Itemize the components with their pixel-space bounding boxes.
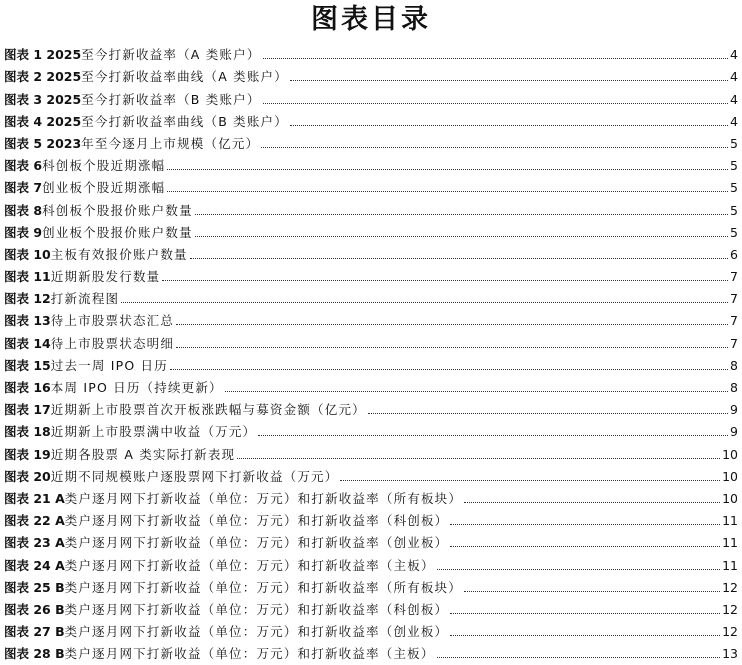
toc-dot-leader	[450, 612, 720, 614]
toc-dot-leader	[290, 124, 728, 126]
page-title: 图表目录	[311, 4, 431, 35]
toc-page-number: 4	[730, 69, 738, 85]
toc-entry-label: 图表 21 A	[4, 490, 65, 506]
toc-page-number: 12	[722, 579, 738, 595]
toc-entry-label: 图表 2 2025	[4, 69, 82, 85]
toc-entry-label: 图表 18	[4, 424, 51, 440]
toc-page-number: 5	[730, 224, 738, 240]
toc-entry-label: 图表 19	[4, 446, 51, 462]
toc-dot-leader	[195, 235, 728, 237]
toc-page-number: 10	[722, 490, 738, 506]
toc-dot-leader	[437, 568, 720, 570]
toc-entry-label: 图表 26 B	[4, 601, 65, 617]
toc-dot-leader	[450, 634, 720, 636]
toc-dot-leader	[258, 434, 728, 436]
toc-dot-leader	[464, 501, 720, 503]
toc-entry-title: 科创板个股近期涨幅	[42, 158, 166, 174]
toc-entry[interactable]	[4, 329, 738, 351]
toc-entry-label: 图表 4 2025	[4, 113, 82, 129]
toc-page-number: 8	[730, 380, 738, 395]
toc-page-number: 4	[730, 91, 738, 107]
toc-entry-title: 近期新上市股票首次开板涨跌幅与募资金额（亿元）	[50, 402, 366, 418]
toc-entry-title: 类户逐月网下打新收益（单位：万元）和打新收益率（科创板）	[64, 601, 449, 617]
toc-dot-leader	[170, 368, 728, 370]
toc-entry[interactable]	[4, 529, 738, 551]
toc-entry-label: 图表 13	[4, 313, 51, 329]
toc-dot-leader	[190, 257, 728, 259]
toc-page-number: 6	[730, 246, 738, 262]
toc-page-number: 11	[722, 557, 738, 573]
toc-entry-title: 主板有效报价账户数量	[50, 246, 188, 262]
toc-entry-label: 图表 6	[4, 158, 43, 174]
toc-page-number: 5	[730, 180, 738, 196]
toc-entry-title: 本周 IPO 日历（持续更新）	[50, 380, 223, 395]
toc-page-number: 7	[730, 291, 738, 307]
toc-dot-leader	[340, 479, 720, 481]
toc-entry-label: 图表 9	[4, 224, 43, 240]
toc-page-number: 11	[722, 535, 738, 551]
toc-entry-title: 近期各股票 A 类实际打新表现	[50, 446, 236, 462]
toc-entry-label: 图表 20	[4, 468, 51, 484]
toc-entry[interactable]	[4, 108, 738, 130]
toc-entry-title: 打新流程图	[50, 291, 120, 307]
toc-entry-title: 类户逐月网下打新收益（单位：万元）和打新收益率（所有板块）	[64, 579, 462, 595]
toc-entry-label: 图表 27 B	[4, 624, 65, 640]
toc-entry[interactable]	[4, 41, 738, 63]
toc-page-number: 7	[730, 269, 738, 285]
toc-entry[interactable]	[4, 196, 738, 218]
toc-entry[interactable]	[4, 618, 738, 640]
toc-entry[interactable]	[4, 352, 738, 374]
toc-page-number: 13	[722, 646, 738, 662]
toc-dot-leader	[437, 656, 721, 658]
toc-dot-leader	[290, 79, 728, 81]
toc-page-number: 12	[722, 624, 738, 640]
toc-dot-leader	[162, 279, 728, 281]
toc-entry[interactable]	[4, 440, 738, 462]
toc-page-number: 11	[722, 513, 738, 529]
toc-entry[interactable]	[4, 396, 738, 418]
toc-page-number: 5	[730, 202, 738, 218]
toc-dot-leader	[464, 590, 720, 592]
toc-entry[interactable]	[4, 374, 738, 396]
toc-entry[interactable]	[4, 263, 738, 285]
toc-page-number: 7	[730, 335, 738, 351]
toc-entry[interactable]	[4, 463, 738, 485]
toc-entry-title: 类户逐月网下打新收益（单位：万元）和打新收益率（创业板）	[64, 624, 449, 640]
toc-dot-leader	[121, 301, 728, 303]
toc-page-number: 7	[730, 313, 738, 329]
toc-entry-label: 图表 1 2025	[4, 47, 82, 63]
toc-page-number: 4	[730, 47, 738, 63]
toc-entry-title: 科创板个股报价账户数量	[42, 202, 193, 218]
toc-dot-leader	[261, 146, 728, 148]
toc-dot-leader	[225, 390, 728, 392]
toc-dot-leader	[263, 57, 728, 59]
toc-entry-label: 图表 16	[4, 380, 51, 395]
toc-entry[interactable]	[4, 241, 738, 263]
toc-dot-leader	[368, 412, 728, 414]
toc-entry[interactable]	[4, 285, 738, 307]
toc-dot-leader	[176, 323, 728, 325]
toc-entry[interactable]	[4, 574, 738, 596]
toc-entry-label: 图表 23 A	[4, 535, 65, 551]
toc-page-number: 5	[730, 158, 738, 174]
toc-entry[interactable]	[4, 485, 738, 507]
toc-entry-label: 图表 14	[4, 335, 51, 351]
toc-entry[interactable]	[4, 507, 738, 529]
toc-dot-leader	[195, 213, 728, 215]
toc-entry[interactable]	[4, 130, 738, 152]
toc-page-number: 5	[730, 135, 738, 151]
toc-entry[interactable]	[4, 152, 738, 174]
toc-entry-title: 类户逐月网下打新收益（单位：万元）和打新收益率（所有板块）	[64, 490, 463, 506]
toc-entry-label: 图表 7	[4, 180, 43, 196]
toc-entry[interactable]	[4, 63, 738, 85]
toc-dot-leader	[237, 457, 720, 459]
toc-entry[interactable]	[4, 85, 738, 107]
toc-entry-label: 图表 15	[4, 357, 51, 373]
toc-entry[interactable]	[4, 307, 738, 329]
toc-entry-label: 图表 11	[4, 269, 51, 285]
toc-entry-label: 图表 3 2025	[4, 91, 82, 107]
toc-entry[interactable]	[4, 418, 738, 440]
toc-dot-leader	[176, 346, 728, 348]
toc-entry-title: 创业板个股近期涨幅	[42, 180, 166, 196]
toc-entry-title: 类户逐月网下打新收益（单位：万元）和打新收益率（科创板）	[64, 513, 449, 529]
toc-entry-label: 图表 17	[4, 402, 51, 418]
toc-entry-title: 类户逐月网下打新收益（单位：万元）和打新收益率（创业板）	[64, 535, 449, 551]
toc-entry-title: 至今打新收益率曲线（B 类账户）	[81, 113, 288, 129]
toc-page-number: 8	[730, 357, 738, 373]
toc-entry-label: 图表 24 A	[4, 557, 65, 573]
toc-page-number: 10	[722, 468, 738, 484]
toc-page-number: 9	[730, 424, 738, 440]
toc-dot-leader	[450, 523, 720, 525]
toc-dot-leader	[167, 190, 728, 192]
toc-list	[4, 41, 738, 662]
toc-entry[interactable]	[4, 219, 738, 241]
toc-dot-leader	[450, 545, 720, 547]
toc-entry-title: 近期新上市股票满中收益（万元）	[50, 424, 257, 440]
toc-entry-title: 至今打新收益率（A 类账户）	[81, 47, 261, 63]
toc-entry-title: 过去一周 IPO 日历	[50, 357, 168, 373]
toc-entry[interactable]	[4, 640, 738, 662]
toc-entry[interactable]	[4, 596, 738, 618]
toc-entry-title: 近期不同规模账户逐股票网下打新收益（万元）	[50, 468, 339, 484]
toc-dot-leader	[263, 102, 728, 104]
toc-entry-label: 图表 28 B	[4, 646, 65, 662]
toc-page-number: 4	[730, 113, 738, 129]
toc-page-number: 10	[722, 446, 738, 462]
toc-page-number: 9	[730, 402, 738, 418]
toc-entry-label: 图表 8	[4, 202, 43, 218]
toc-entry-title: 创业板个股报价账户数量	[42, 224, 193, 240]
toc-entry-title: 类户逐月网下打新收益（单位：万元）和打新收益率（主板）	[64, 557, 435, 573]
toc-entry-label: 图表 12	[4, 291, 51, 307]
toc-page-number: 12	[722, 601, 738, 617]
toc-entry-title: 待上市股票状态明细	[50, 335, 175, 351]
toc-entry-label: 图表 10	[4, 246, 51, 262]
toc-entry[interactable]	[4, 551, 738, 573]
toc-entry[interactable]	[4, 174, 738, 196]
toc-entry-title: 近期新股发行数量	[50, 269, 161, 285]
toc-entry-title: 至今打新收益率曲线（A 类账户）	[81, 69, 288, 85]
toc-entry-title: 至今打新收益率（B 类账户）	[81, 91, 261, 107]
toc-entry-label: 图表 5 2023	[4, 135, 82, 151]
toc-dot-leader	[167, 168, 728, 170]
toc-entry-title: 年至今逐月上市规模（亿元）	[81, 135, 260, 151]
toc-entry-title: 待上市股票状态汇总	[50, 313, 175, 329]
toc-entry-label: 图表 22 A	[4, 513, 65, 529]
toc-entry-label: 图表 25 B	[4, 579, 65, 595]
toc-entry-title: 类户逐月网下打新收益（单位：万元）和打新收益率（主板）	[64, 646, 435, 662]
